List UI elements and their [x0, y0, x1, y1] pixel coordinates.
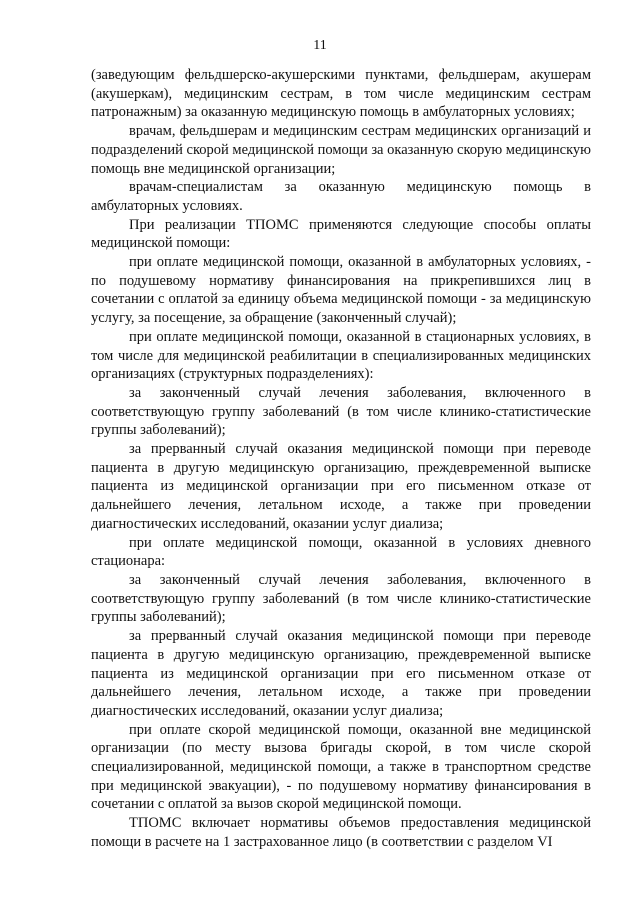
- paragraph: за прерванный случай оказания медицинской помощи при переводе пациента в другую медицинскую организацию, преждевременной выписке пациента из медицинской организации при его письменном отказе от дальнейшего лечения, летальном исходе, а также при проведении диагностических исследований, оказании услуг диализа;: [91, 441, 591, 532]
- page-number: 11: [313, 38, 327, 53]
- paragraph-continuation: (заведующим фельдшерско-акушерскими пунктами, фельдшерам, акушерам (акушеркам), медицинским сестрам, в том числе медицинским сестрам патронажным) за оказанную медицинскую помощь в амбулаторных условиях;: [91, 67, 591, 121]
- paragraph: при оплате медицинской помощи, оказанной в стационарных условиях, в том числе для медицинской реабилитации в специализированных медицинских организациях (структурных подразделениях):: [91, 328, 591, 383]
- paragraph: при оплате скорой медицинской помощи, оказанной вне медицинской организации (по месту вызова бригады скорой, в том числе скорой специализированной, медицинской помощи, а также в транспортном средстве при медицинской эвакуации), - по подушевому нормативу финансирования в сочетании с оплатой за вызов скорой медицинской помощи.: [91, 721, 591, 813]
- paragraph: врачам-специалистам за оказанную медицинскую помощь в амбулаторных условиях.: [91, 179, 591, 214]
- paragraph: ТПОМС включает нормативы объемов предоставления медицинской помощи в расчете на 1 застрахованное лицо (в соответствии с разделом VI: [91, 815, 591, 850]
- paragraph: за прерванный случай оказания медицинской помощи при переводе пациента в другую медицинскую организацию, преждевременной выписке пациента из медицинской организации при его письменном отказе от дальнейшего лечения, летальном исходе, а также при проведении диагностических исследований, оказании услуг диализа;: [91, 628, 591, 719]
- paragraph: при оплате медицинской помощи, оказанной в амбулаторных условиях, - по подушевому нормативу финансирования на прикрепившихся лиц в сочетании с оплатой за единицу объема медицинской помощи - за медицинскую услугу, за посещение, за обращение (законченный случай);: [91, 254, 591, 327]
- paragraph: за законченный случай лечения заболевания, включенного в соответствующую группу заболеваний (в том числе клинико-статистические группы заболеваний);: [91, 571, 591, 626]
- paragraph: При реализации ТПОМС применяются следующие способы оплаты медицинской помощи:: [91, 216, 591, 252]
- paragraph: при оплате медицинской помощи, оказанной в условиях дневного стационара:: [91, 534, 591, 570]
- paragraph: за законченный случай лечения заболевания, включенного в соответствующую группу заболеваний (в том числе клинико-статистические группы заболеваний);: [91, 384, 591, 439]
- paragraph: врачам, фельдшерам и медицинским сестрам медицинских организаций и подразделений скорой медицинской помощи за оказанную скорую медицинскую помощь вне медицинской организации;: [91, 123, 591, 177]
- document-body: [91, 66, 591, 852]
